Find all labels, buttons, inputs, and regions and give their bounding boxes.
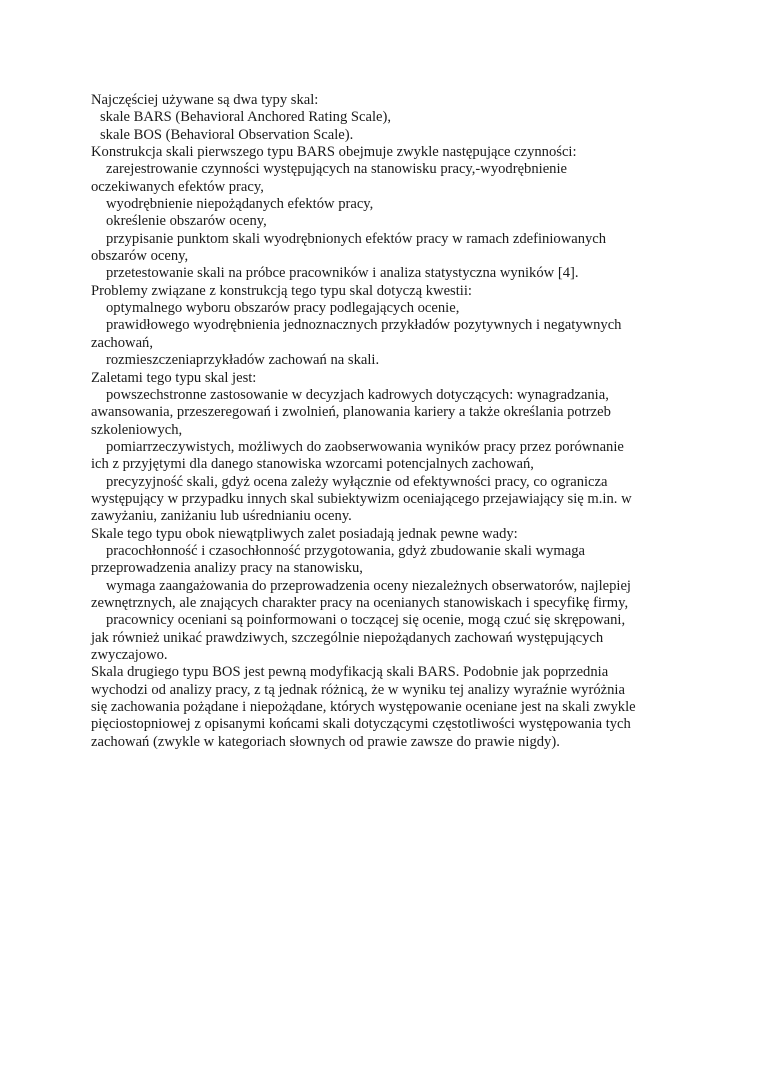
line-text: przypisanie punktom skali wyodrębnionych efektów pracy w ramach zdefiniowanych	[106, 230, 607, 247]
line-text: Konstrukcja skali pierwszego typu BARS obejmuje zwykle następujące czynności:	[91, 144, 577, 161]
line-text: Skala drugiego typu BOS jest pewną modyfikacją skali BARS. Podobnie jak poprzednia	[91, 664, 609, 681]
line-text: Problemy związane z konstrukcją tego typu skal dotyczą kwestii:	[91, 282, 472, 299]
text-line	[91, 734, 671, 751]
text-line	[91, 144, 671, 161]
line-text: jak również unikać prawdziwych, szczególnie niepożądanych zachowań występujących	[91, 629, 604, 646]
line-text: zwyczajowo.	[91, 647, 168, 663]
line-text: określenie obszarów oceny,	[106, 213, 267, 230]
line-text: szkoleniowych,	[91, 421, 183, 438]
line-text: ich z przyjętymi dla danego stanowiska wzorcami potencjalnych zachowań,	[91, 456, 534, 473]
line-text: zachowań (zwykle w kategoriach słownych od prawie zawsze do prawie nigdy).	[91, 733, 560, 750]
text-line	[91, 664, 671, 681]
line-text: awansowania, przeszeregowań i zwolnień, planowania kariery a także określania potrzeb	[91, 404, 611, 421]
line-text: prawidłowego wyodrębnienia jednoznacznych przykładów pozytywnych i negatywnych	[106, 317, 622, 334]
text-line	[91, 716, 671, 733]
text-line	[91, 543, 671, 560]
line-text: pracochłonność i czasochłonność przygotowania, gdyż zbudowanie skali wymaga	[106, 542, 586, 559]
line-text: Zaletami tego typu skal jest:	[91, 369, 257, 386]
text-line	[91, 92, 671, 109]
document-body	[91, 92, 671, 751]
text-line	[91, 404, 671, 421]
line-text: zewnętrznych, ale znających charakter pracy na ocenianych stanowiskach i specyfikę firmy,	[91, 594, 629, 611]
text-line	[91, 335, 671, 352]
text-line	[91, 283, 671, 300]
text-line	[91, 370, 671, 387]
text-line	[91, 300, 671, 317]
line-text: obszarów oceny,	[91, 248, 189, 265]
line-text: pomiarrzeczywistych, możliwych do zaobserwowania wyników pracy przez porównanie	[106, 438, 624, 455]
line-text: Skale tego typu obok niewątpliwych zalet posiadają jednak pewne wady:	[91, 525, 518, 542]
line-text: pięciostopniowej z opisanymi końcami skali dotyczącymi częstotliwości występowania tych	[91, 716, 631, 733]
text-line	[91, 248, 671, 265]
text-line	[91, 456, 671, 473]
line-text: wymaga zaangażowania do przeprowadzenia oceny niezależnych obserwatorów, najlepiej	[106, 577, 631, 594]
line-text: rozmieszczeniaprzykładów zachowań na skali.	[106, 352, 380, 369]
line-text: przetestowanie skali na próbce pracowników i analiza statystyczna wyników [4].	[106, 265, 579, 282]
line-text: wychodzi od analizy pracy, z tą jednak różnicą, że w wyniku tej analizy wyraźnie wyróżnia	[91, 681, 625, 698]
line-text: zarejestrowanie czynności występujących na stanowisku pracy,-wyodrębnienie	[106, 161, 568, 178]
line-text: skale BOS (Behavioral Observation Scale).	[100, 126, 354, 143]
text-line	[91, 508, 671, 525]
text-line	[91, 578, 671, 595]
text-line	[91, 127, 671, 144]
text-line	[91, 699, 671, 716]
line-text: powszechstronne zastosowanie w decyzjach kadrowych dotyczących: wynagradzania,	[106, 386, 609, 403]
text-line	[91, 161, 671, 178]
text-line	[91, 474, 671, 491]
line-text: się zachowania pożądane i niepożądane, których występowanie oceniane jest na skali zwykle	[91, 699, 636, 716]
text-line	[91, 526, 671, 543]
line-text: zachowań,	[91, 334, 153, 351]
text-line	[91, 595, 671, 612]
text-line	[91, 179, 671, 196]
line-text: występujący w przypadku innych skal subiektywizm oceniającego przejawiający się m.in. w	[91, 490, 632, 507]
text-line	[91, 439, 671, 456]
text-line	[91, 317, 671, 334]
text-line	[91, 612, 671, 629]
text-line	[91, 422, 671, 439]
line-text: Najczęściej używane są dwa typy skal:	[91, 92, 319, 108]
line-text: optymalnego wyboru obszarów pracy podlegających ocenie,	[106, 300, 460, 317]
text-line	[91, 682, 671, 699]
text-line	[91, 352, 671, 369]
text-line	[91, 630, 671, 647]
text-line	[91, 231, 671, 248]
text-line	[91, 560, 671, 577]
text-line	[91, 265, 671, 282]
text-line	[91, 109, 671, 126]
text-line	[91, 387, 671, 404]
text-line	[91, 213, 671, 230]
line-text: wyodrębnienie niepożądanych efektów pracy,	[106, 196, 374, 213]
line-text: przeprowadzenia analizy pracy na stanowisku,	[91, 560, 363, 577]
line-text: oczekiwanych efektów pracy,	[91, 178, 264, 195]
text-line	[91, 647, 671, 664]
line-text: precyzyjność skali, gdyż ocena zależy wyłącznie od efektywności pracy, co ogranicza	[106, 473, 608, 490]
line-text: skale BARS (Behavioral Anchored Rating Scale),	[100, 109, 391, 126]
text-line	[91, 491, 671, 508]
text-line	[91, 196, 671, 213]
line-text: zawyżaniu, zaniżaniu lub uśrednianiu oceny.	[91, 508, 352, 525]
line-text: pracownicy oceniani są poinformowani o toczącej się ocenie, mogą czuć się skrępowani,	[106, 612, 626, 629]
